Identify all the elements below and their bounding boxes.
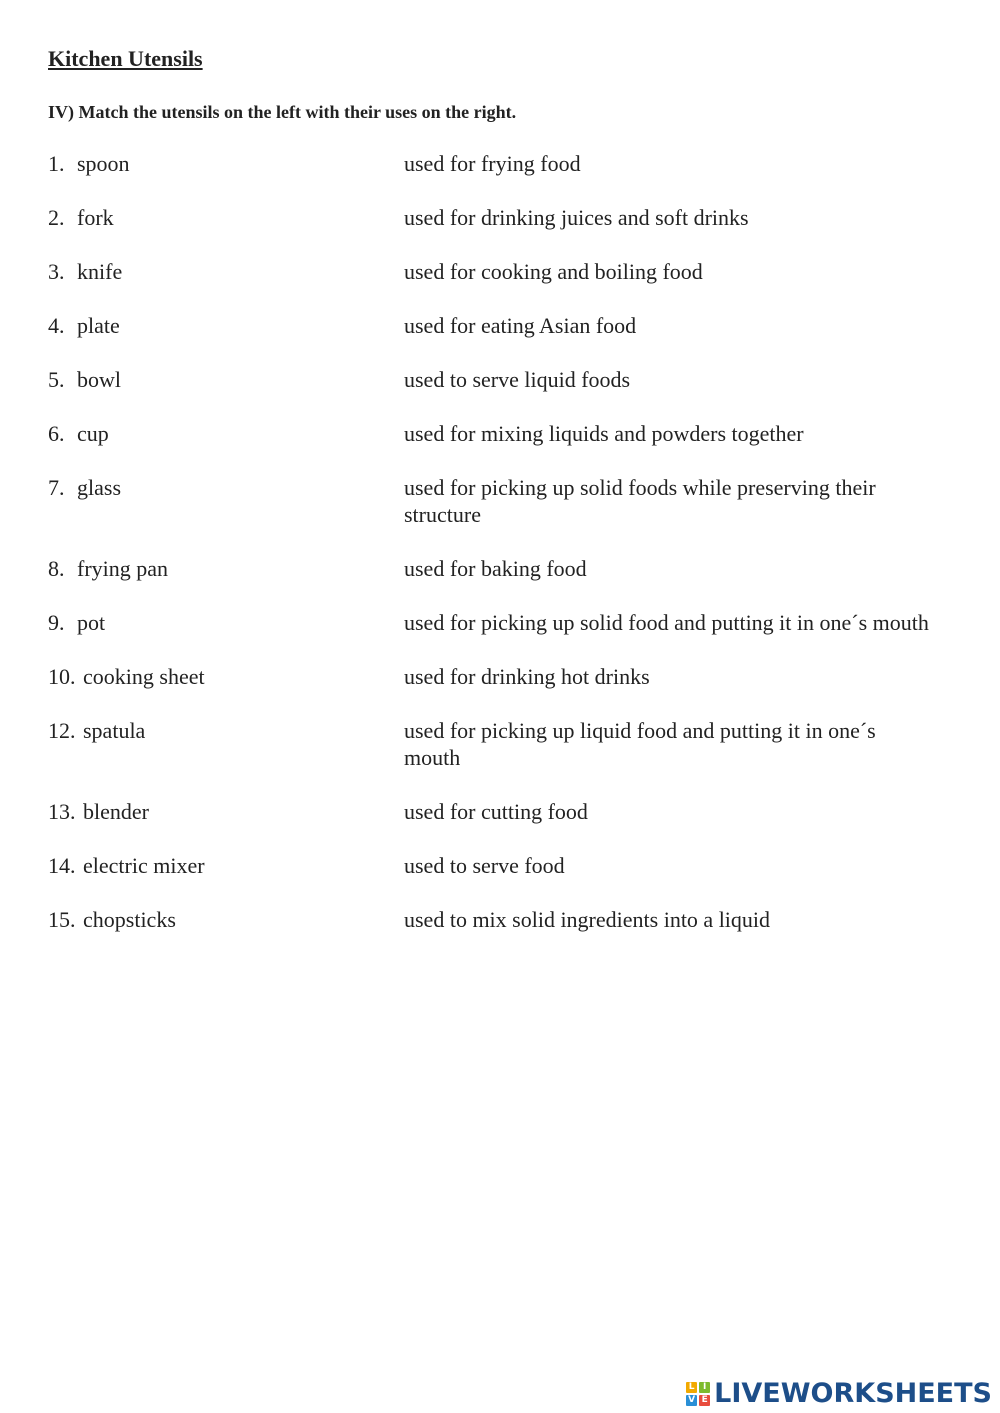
utensil-cell [48, 717, 404, 771]
page-title: Kitchen Utensils [48, 46, 203, 71]
item-number: 1. [48, 151, 65, 176]
item-number: 12. [48, 718, 76, 743]
item-number: 3. [48, 259, 65, 284]
utensil-name: frying pan [77, 556, 169, 581]
utensil-name: cup [77, 421, 109, 446]
utensil-name: pot [77, 610, 106, 635]
utensil-use: used for cooking and boiling food [404, 259, 703, 284]
list-item [48, 609, 948, 636]
list-item [48, 717, 948, 771]
utensil-use: used for drinking hot drinks [404, 664, 650, 689]
utensil-cell [48, 906, 404, 933]
utensil-use: used for mixing liquids and powders together [404, 421, 804, 446]
utensil-name: knife [77, 259, 123, 284]
list-item [48, 663, 948, 690]
brand-name: LIVEWORKSHEETS [714, 1378, 992, 1409]
utensil-cell [48, 258, 404, 285]
utensil-cell [48, 312, 404, 339]
utensil-cell [48, 555, 404, 582]
utensil-use: used to serve food [404, 853, 565, 878]
list-item [48, 474, 948, 528]
logo-letter: L [686, 1382, 697, 1393]
logo-letter: V [686, 1395, 697, 1406]
utensil-use: used for picking up solid food and putting it in one´s mouth [404, 610, 929, 635]
list-item [48, 555, 948, 582]
utensil-name: spatula [83, 718, 146, 743]
list-item [48, 420, 948, 447]
item-number: 8. [48, 556, 65, 581]
utensil-name: bowl [77, 367, 121, 392]
utensil-use: used for picking up liquid food and putting it in one´s mouth [404, 718, 876, 770]
list-item [48, 258, 948, 285]
list-item [48, 852, 948, 879]
utensil-name: fork [77, 205, 114, 230]
logo-mark-icon [686, 1382, 710, 1406]
item-number: 10. [48, 664, 76, 689]
utensil-use: used for eating Asian food [404, 313, 637, 338]
item-number: 14. [48, 853, 76, 878]
list-item [48, 204, 948, 231]
utensil-use: used for picking up solid foods while preserving their structure [404, 475, 876, 527]
item-number: 15. [48, 907, 76, 932]
utensil-cell [48, 663, 404, 690]
utensil-name: blender [83, 799, 149, 824]
logo-letter: E [699, 1395, 710, 1406]
utensil-cell [48, 852, 404, 879]
utensil-cell [48, 798, 404, 825]
utensil-use: used for cutting food [404, 799, 588, 824]
utensil-cell [48, 420, 404, 447]
logo-letter: I [699, 1382, 710, 1393]
item-number: 13. [48, 799, 76, 824]
utensil-name: plate [77, 313, 120, 338]
utensil-name: electric mixer [83, 853, 205, 878]
utensil-cell [48, 609, 404, 636]
utensil-use: used to serve liquid foods [404, 367, 631, 392]
item-number: 7. [48, 475, 65, 500]
liveworksheets-logo[interactable] [686, 1378, 992, 1409]
list-item [48, 150, 948, 177]
utensil-use: used for drinking juices and soft drinks [404, 205, 749, 230]
list-item [48, 366, 948, 393]
utensil-use: used for baking food [404, 556, 587, 581]
instruction-text: IV) Match the utensils on the left with their uses on the right. [48, 102, 517, 122]
utensil-name: cooking sheet [83, 664, 205, 689]
item-number: 4. [48, 313, 65, 338]
utensil-use: used to mix solid ingredients into a liquid [404, 907, 771, 932]
utensil-cell [48, 474, 404, 528]
item-number: 9. [48, 610, 65, 635]
item-number: 2. [48, 205, 65, 230]
utensil-name: spoon [77, 151, 130, 176]
list-item [48, 906, 948, 933]
utensil-name: glass [77, 475, 121, 500]
utensil-cell [48, 366, 404, 393]
utensil-cell [48, 204, 404, 231]
utensil-name: chopsticks [83, 907, 176, 932]
list-item [48, 312, 948, 339]
list-item [48, 798, 948, 825]
matching-list [48, 150, 948, 960]
utensil-use: used for frying food [404, 151, 581, 176]
utensil-cell [48, 150, 404, 177]
item-number: 5. [48, 367, 65, 392]
item-number: 6. [48, 421, 65, 446]
